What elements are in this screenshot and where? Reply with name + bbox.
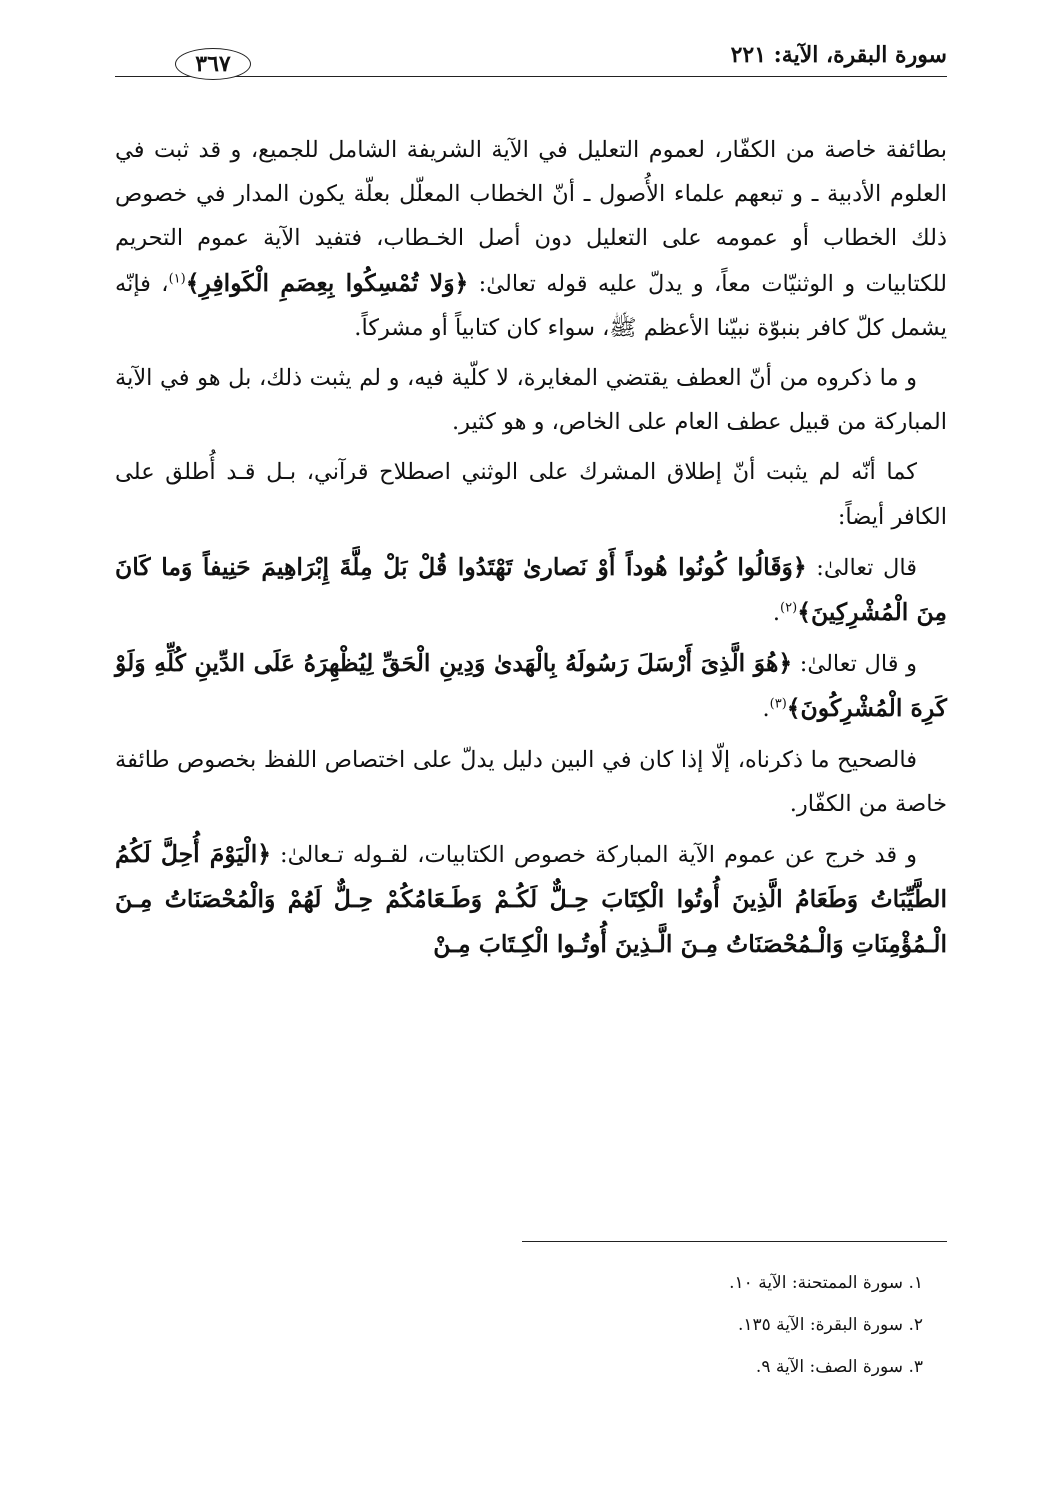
paragraph-4 [115, 545, 947, 635]
paragraph-1-text-a: بطائفة خاصة من الكفّار، لعموم التعليل في الآية الشريفة الشامل للجميع، و قد ثبت في العلوم الأدبية ـ و تبعهم علماء الأُصول ـ أنّ الخطاب المعلّل بعلّة يكون المدار في خصوص ذلك الخطاب أو عمومه على التعليل دون أصل الخـطاب، فتفيد الآية عموم التحريم للكتابيات و الوثنيّات معاً، و يدلّ عليه قوله تعالىٰ: [115, 137, 947, 297]
paragraph-3: كما أنّه لم يثبت أنّ إطلاق المشرك على الوثني اصطلاح قرآني، بـل قـد أُطلق على الكافر أيضاً: [115, 459, 947, 530]
paragraph-1 [115, 128, 947, 350]
paragraph-4-text-b: . [772, 600, 781, 627]
quran-quote-4: ﴿الْيَوْمَ أُحِلَّ لَكُمُ الطَّيِّبَاتُ وَطَعَامُ الَّذِينَ أُوتُوا الْكِتَابَ حِـلٌّ لَكُـمْ وَطَـعَامُكُمْ حِـلٌّ لَهُمْ وَالْمُحْصَنَاتُ مِـنَ الْـمُؤْمِنَاتِ وَالْـمُحْصَنَاتُ مِـنَ الَّـذِينَ أُوتُـوا الْكِـتَابَ مِـنْ [115, 840, 947, 959]
footnote-3: ٣. سورة الصف: الآية ٩. [755, 1357, 923, 1377]
paragraph-5-text-b: . [762, 696, 770, 723]
header-rule [115, 76, 947, 77]
paragraph-2: و ما ذكروه من أنّ العطف يقتضي المغايرة، لا كلّية فيه، و لم يثبت ذلك، بل هو في الآية المباركة من قبيل عطف العام على الخاص، و هو كثير. [115, 365, 947, 436]
footnote-ref-2: (٢) [780, 600, 798, 616]
quran-quote-2: ﴿وَقَالُوا كُونُوا هُوداً أَوْ نَصارىٰ تَهْتَدُوا قُلْ بَلْ مِلَّةَ إِبْرَاهِيمَ حَنِيفاً وَما كَانَ مِنَ الْمُشْرِكِينَ﴾ [115, 552, 947, 627]
footnote-ref-3: (٣) [769, 696, 787, 712]
footnote-1: ١. سورة الممتحنة: الآية ١٠. [729, 1273, 923, 1293]
paragraph-4-text-a: قال تعالىٰ: [806, 554, 917, 581]
paragraph-6: فالصحيح ما ذكرناه، إلّا إذا كان في البين دليل يدلّ على اختصاص اللفظ بخصوص طائفة خاصة من الكفّار. [115, 746, 947, 817]
running-title: سورة البقرة، الآية: ٢٢١ [730, 42, 947, 68]
footnote-ref-1: (١) [168, 271, 186, 287]
paragraph-1-text-b: ، فإنّه يشمل كلّ كافر بنبوّة نبيّنا الأعظم ﷺ، سواء كان كتابياً أو مشركاً. [115, 270, 947, 341]
paragraph-7 [115, 832, 947, 968]
footnotes [115, 1262, 947, 1388]
footnote-2: ٢. سورة البقرة: الآية ١٣٥. [737, 1315, 923, 1335]
paragraph-5 [115, 641, 947, 731]
quran-quote-1: ﴿وَلا تُمْسِكُوا بِعِصَمِ الْكَوافِرِ﴾ [185, 268, 469, 297]
page-body [115, 128, 947, 974]
page-header [115, 38, 947, 82]
quran-quote-3: ﴿هُوَ الَّذِىَ أَرْسَلَ رَسُولَهُ بِالْهَدىٰ وَدِينِ الْحَقِّ لِيُظْهِرَهُ عَلَى الدِّينِ كُلِّهِ وَلَوْ كَرِهَ الْمُشْرِكُونَ﴾ [115, 649, 947, 723]
page-number: ٣٦٧ [175, 48, 251, 80]
paragraph-7-text-a: و قد خرج عن عموم الآية المباركة خصوص الكتابيات، لقـوله تـعالىٰ: [271, 842, 917, 869]
footnote-rule [522, 1241, 947, 1242]
paragraph-5-text-a: و قال تعالىٰ: [792, 651, 917, 678]
